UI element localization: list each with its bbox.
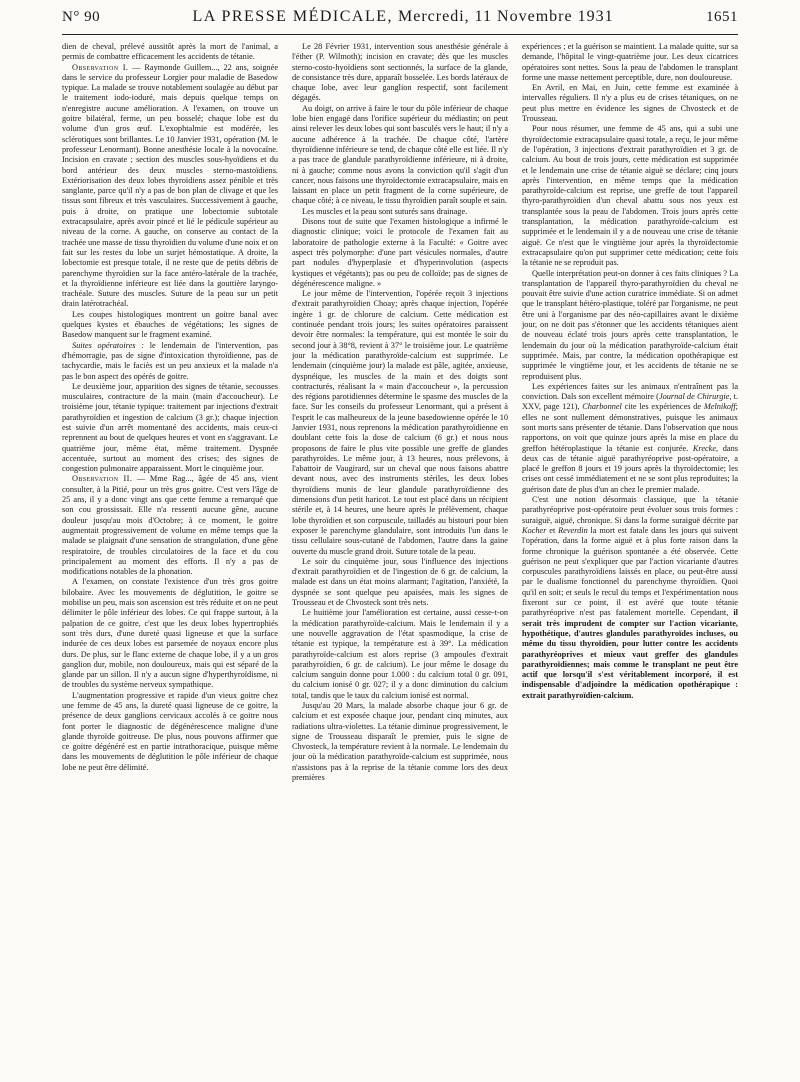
paragraph: Le jour même de l'intervention, l'opérée reçoit 3 injections d'extrait parathyroïdien Choay; après chaque injection, l'opérée ingère 1 gr. de chlorure de calcium. Cette médication est continuée pendant trois jours; les suites opératoires paraissent devoir être normales: la température, qui est montée le soir du second jour à 38°8, revient à 37° le troisième jour. Le quatrième jour la médication parathyroïde-calcium est supprimée. Le lendemain (cinquième jour) la malade est pâle, agitée, anxieuse, dyspnéique, les muscles de la main et des doigts sont contracturés, réalisant la « main d'accoucheur », la percussion des régions parotidiennes détermine le spasme des muscles de la face. Sur les conseils du professeur Lenormant, qui a présent à l'esprit le cas malheureux de la jeune basedowienne opérée le 10 Janvier 1931, nous reprenons la médication parathyroïdienne en doublant cette fois la dose de calcium (6 gr.) et nous nous proposons de faire le plus vite possible une greffe de glandes parathyroïdes. Le même jour, à 13 heures, nous prélevons, à l'abattoir de Vaugirard, sur un cheval que nous faisons abattre devant nous, avec des instruments stériles, les deux lobes thyroïdiens munis de leur glandule parathyroïdienne des dimensions d'un petit haricot. Le tout est placé dans un récipient stérile et, à 14 heures, une heure après le prélèvement, chaque lobe thyroïdien et son corpuscule, tailladés au bistouri pour bien exposer le parenchyme glandulaire, sont introduits l'un dans le tissu cellulaire sous-cutané de l'abdomen, l'autre dans la gaine ouverte du muscle grand droit. Suture totale de la peau. [292, 289, 508, 556]
paragraph: Au doigt, on arrive à faire le tour du pôle inférieur de chaque lobe bien engagé dans l'orifice supérieur du médiastin; on peut ainsi relever les deux lobes qui sont basculés vers le haut; il n'y a aucune adhérence à la trachée. De chaque côté, l'artère thyroïdienne inférieure se tend, de chaque côté elle est liée. Il n'y a pas trace de glandule parathyroïdienne inférieure, ni à droite, ni à gauche; comme nous avons la conviction qu'il s'agit d'un cancer, nous faisons une thyroïdectomie extracapsulaire, mais en laissant en place un petit fragment de la corne supérieure, de chaque côté; à ce niveau, le tissu thyroïdien paraît souple et sain. [292, 103, 508, 206]
text-run: Les expériences faites sur les animaux n'entraînent pas la conviction. Dals son excellent mémoire ( [522, 381, 738, 402]
author-name: Reverdin [558, 525, 588, 535]
column-3 [522, 42, 738, 1074]
paragraph: Disons tout de suite que l'examen histologique a infirmé le diagnostic clinique; voici le protocole de l'examen fait au laboratoire de pathologie externe à la Faculté: « Goitre avec aspect très polymorphe: d'une part vésicules normales, d'autre part nodules d'hyperplasie et d'hyperinvolution (aspects kystiques et végétants); pas ou peu de colloïde; pas de signes de dégénérescence maligne. » [292, 217, 508, 288]
paragraph: Jusqu'au 20 Mars, la malade absorbe chaque jour 6 gr. de calcium et est exposée chaque jour, pendant cinq minutes, aux radiations ultra-violettes. La tétanie diminue progressivement, le signe de Trousseau disparaît le premier, puis le signe de Chvosteck, la température revient à la normale. Le lendemain du jour où la médication parathyroïde-calcium est supprimée, nous n'assistons pas à la reprise de la tétanie comme lors des deux premières [292, 701, 508, 783]
observation-text: — Mme Rag..., âgée de 45 ans, vient consulter, à la Pitié, pour un très gros goitre. C'est vers l'âge de 25 ans, il y a donc vingt ans que cette femme a remarqué que son cou grossissait. Elle n'a ressenti aucune gêne, aucune douleur jusqu'au mois d'Octobre; à ce moment, le goitre augmentait progressivement de volume en même temps que la malade se plaignait d'une sensation de strangulation, d'une gêne respiratoire, de troubles circulatoires de la face et du cou principalement au moment des efforts. Il n'y a pas de modifications notables de la phonation. [62, 474, 278, 577]
publication-name: LA PRESSE MÉDICALE, [192, 8, 394, 25]
issue-number: N° 90 [62, 9, 101, 25]
journal-title: Journal de Chirurgie [658, 392, 730, 402]
paragraph: Les coupes histologiques montrent un goitre banal avec quelques kystes et ébauches de végétations; les signes de Basedow manquent sur le fragment examiné. [62, 309, 278, 340]
header-rule [62, 34, 738, 35]
text-run: et [546, 525, 559, 535]
page-number: 1651 [706, 9, 738, 25]
paragraph: Pour nous résumer, une femme de 45 ans, qui a subi une thyroïdectomie extracapsulaire quasi totale, a reçu, le jour même de l'opération, 3 injections d'extrait parathyroïdien et 3 gr. de calcium. Au bout de trois jours, cette médication est supprimée et le lendemain une crise de tétanie aiguë se déclare; cinq jours après l'intervention, en même temps que la médication parathyroïde-calcium est reprise, une greffe de tout l'appareil thyro-parathyroïdien d'un cheval abattu sous nos yeux est transplantée sous la peau de l'abdomen. Trois jours après cette transplantation, la médication parathyroïde-calcium est supprimée et le lendemain il y a de nouveau une crise de tétanie aiguë. Ce n'est que le vingtième jour après la thyroïdectomie extracapsulaire qu'on put supprimer cette médication; cette fois la tétanie ne se reproduit pas. [522, 124, 738, 268]
emphasized-conclusion: il serait très imprudent de compter sur l'action vicariante, hypothétique, d'autres glandules parathyroïdes incluses, ou même du tissu thyroïdien, pour lutter contre les accidents parathyréoprives et mieux vaut greffer des glandules parathyroïdiennes; mais comme le transplant ne peut être actif que lorsqu'il s'est véritablement incorporé, il est indispensable d'adjoindre la médication opothérapique : extrait parathyroïdien-calcium. [522, 608, 738, 700]
paragraph: En Avril, en Mai, en Juin, cette femme est examinée à intervalles réguliers. Il n'y a plus eu de crises tétaniques, on ne peut plus mettre en évidence les signes de Chvosteck et de Trousseau. [522, 83, 738, 124]
observation-1 [62, 63, 278, 310]
column-1 [62, 42, 278, 1074]
paragraph: Le 28 Février 1931, intervention sous anesthésie générale à l'éther (P. Wilmoth); incision en cravate; dès que les muscles sterno-costo-hyoïdiens sont sectionnés, la surface de la glande, de consistance très dure, apparaît bosselée. Les bords latéraux de chaque lobe, avec leur ganglion respectif, sont facilement dégagés. [292, 42, 508, 103]
observation-label: Observation II. [72, 474, 133, 484]
observation-label: Observation I. [72, 62, 129, 72]
author-name: Kocher [522, 525, 547, 535]
author-name: Krecke [692, 443, 717, 453]
paragraph: Le huitième jour l'amélioration est certaine, aussi cesse-t-on la médication parathyroïde-calcium. Mais le lendemain il y a une nouvelle aggravation de l'état spasmodique, la crise de tétanie est typique, la température est à 39°. La médication parathyroïde-calcium est alors reprise (3 ampoules d'extrait parathyroïdien, 6 gr. de calcium). Le jour même le dosage du calcium sanguin donne pour 1.000 : du calcium total 0 gr. 091, du calcium ionisé 0 gr. 027; il y a donc diminution du calcium total, tandis que le taux du calcium ionisé est normal. [292, 608, 508, 700]
masthead [193, 8, 614, 26]
paragraph [522, 495, 738, 701]
paragraph: L'augmentation progressive et rapide d'un vieux goitre chez une femme de 45 ans, la dureté quasi ligneuse de ce goitre, la présence de deux ganglions cervicaux accolés à ce goitre nous font porter le diagnostic de dégénérescence maligne d'une glande thyroïde goitreuse. De plus, nous pouvons affirmer que ce goitre dégénéré est en partie intrathoracique, puisque même dans les mouvements de déglutition le pôle inférieur de chaque lobe ne peut être délimité. [62, 690, 278, 772]
text-run: , dans deux cas de tétanie aiguë parathyréoprive post-opératoire, a placé le greffon 8 jours et 19 jours après la thyroïdectomie; les crises ont cessé immédiatement et ne se sont plus reproduites; la guérison date de plus d'un an chez le premier malade. [522, 443, 738, 494]
text-run: C'est une notion désormais classique, que la tétanie parathyréoprive post-opératoire peut évoluer sous trois formes : suraiguë, aiguë, chronique. Si dans la forme suraiguë décrite par [522, 495, 738, 525]
observation-text: — Raymonde Guillem..., 22 ans, soignée dans le service du professeur Lorgier pour maladie de Basedow typique. La malade se trouve notablement soulagée au début par le traitement iodo-ioduré, mais depuis quelque temps on n'enregistre aucune amélioration. A l'examen, on trouve un goitre bilatéral, ferme, un peu bosselé; chaque lobe est du volume d'un gros œuf. L'exophtalmie est modérée, les sclérotiques sont brillantes. Le 10 Janvier 1931, opération (M. le professeur Lenormant). Bonne anesthésie locale à la novocaïne. Incision en cravate ; section des muscles sous-hyoïdiens et du bord antérieur des deux muscles sterno-mastoïdiens. Extériorisation des deux lobes thyroïdiens assez pénible et très sanglante, parce qu'il n'y a pas de bon plan de clivage et que les tissus sont fibreux et très vasculaires. Successivement à gauche, puis à droite, on pratique une lobectomie subtotale extracapsulaire, après avoir pincé et lié le pédicule supérieur au niveau de la corne. A gauche, on conserve au contact de la trachée une masse de tissu thyroïdien du volume d'une noix et on fait sur les restes du lobe un surjet hémostatique. A droite, la lobectomie est presque totale, il ne reste que de petits débris de parenchyme thyroïdien sur la face antéro-latérale de la trachée, et la thyroïdienne inférieure est liée dans la gouttière laryngo-trachéale. Suture des muscles. Suture de la peau sur un petit drain latérotrachéal. [62, 62, 278, 309]
text-columns [62, 42, 738, 1074]
suites-text: le lendemain de l'intervention, pas d'hémorragie, pas de signe d'intoxication thyroïdienne, pas de tachycardie, mais le faciès est un peu anxieux et la malade n'a pas le bon aspect des opérés de goitre. [62, 340, 278, 381]
text-run: cite les expériences de [621, 402, 704, 412]
paragraph [522, 382, 738, 495]
paragraph: A l'examen, on constate l'existence d'un très gros goitre bilobaire. Avec les mouvements de déglutition, le goitre se mobilise un peu, mais son ascension est très réduite et on ne peut délimiter le pôle inférieur des lobes. Ce qui frappe surtout, à la palpation de ce goitre, c'est que les deux lobes hypertrophiés sont très durs, d'une dureté quasi ligneuse et que la surface indurée de ces deux lobes est parsemée de noyaux encore plus durs. De plus, sur le flanc externe de chaque lobe, il y a un gros ganglion dur, mobile, non douloureux, mais qui est séparé de la glande par un sillon. Il n'y a aucun signe d'hyperthyroïdisme, ni de troubles du système nerveux sympathique. [62, 577, 278, 690]
paragraph: Les muscles et la peau sont suturés sans drainage. [302, 206, 468, 216]
text-run: , t. XXV, page 121), [522, 392, 738, 412]
paragraph: Le soir du cinquième jour, sous l'influence des injections d'extrait parathyroïdien et de l'ingestion de 6 gr. de calcium, la malade est dans un état moins alarmant; l'agitation, l'anxiété, la dyspnée se sont quelque peu apaisées, mais les signes de Trousseau et de Chvosteck sont très nets. [292, 556, 508, 608]
author-name: Melnikoff [703, 402, 736, 412]
author-name: Charbonnel [582, 402, 622, 412]
suites-operatoires [62, 341, 278, 382]
column-2 [292, 42, 508, 1074]
observation-2 [62, 474, 278, 577]
paragraph: Quelle interprétation peut-on donner à ces faits cliniques ? La transplantation de l'appareil thyro-parathyroïdien du cheval ne pouvait être suivie d'une action curatrice immédiate. Si on admet que le transplant hétéro-plastique, toléré par l'organisme, ne peut être uni à l'organisme par des néo-capillaires avant le dixième jour, on ne doit pas s'étonner que les accidents tétaniques aient de nouveau éclaté trois jours après cette transplantation, le lendemain du jour où la médication parathyroïde-calcium était supprimée. Mais, par contre, la médication opothérapique est supprimée le vingtième jour, et les accidents de tétanie ne se reproduisent plus. [522, 268, 738, 381]
issue-date: Mercredi, 11 Novembre 1931 [398, 8, 614, 25]
text-run: la mort est fatale dans les jours qui suivent l'opération, dans la forme aiguë et à plus forte raison dans la forme chronique la guérison spontanée a été observée. Cette guérison ne peut s'expliquer que par l'action vicariante d'autres corpuscules parathyroïdiens laissés en place, ou peut-être aussi par le dualisme fonctionnel du parenchyme thyroïdien. Quoi qu'il en soit; et seuls le recul du temps et l'expérimentation nous fixeront sur ce point, il est avéré que toute tétanie parathyréoprive n'est pas fatalement mortelle. Cependant, [522, 525, 738, 618]
suites-label: Suites opératoires : [72, 340, 144, 350]
paragraph: expériences ; et la guérison se maintient. La malade quitte, sur sa demande, l'hôpital le vingt-quatrième jour. Les deux cicatrices opératoires sont nettes. Sous la peau de l'abdomen le transplant forme une masse nettement perceptible, dure, non douloureuse. [522, 42, 738, 82]
page-header [62, 8, 738, 32]
paragraph: Le deuxième jour, apparition des signes de tétanie, secousses musculaires, contracture de la main (main d'accoucheur). Le troisième jour, tétanie typique: traitement par injections d'extrait parathyroïdien et ingestion de calcium (3 gr.); chaque injection est suivie d'un arrêt momentané des accidents, mais ceux-ci reprennent au bout de quelques heures et vont en s'aggravant. Le quatrième jour, même état, même traitement. Dyspnée accentuée, surtout au moment des crises; des signes de congestion pulmonaire apparaissent. Mort le cinquième jour. [62, 381, 278, 474]
paragraph: dien de cheval, prélevé aussitôt après la mort de l'animal, a permis de combattre efficacement les accidents de tétanie. [62, 42, 278, 62]
text-run: ; elles ne sont nullement démonstratives, puisque les animaux sont morts sans présenter de tétanie. Dans l'observation que nous rapportons, on voit que quinze jours après la mise en place du greffon hétéroplastique la tétanie est conjurée. [522, 402, 738, 453]
